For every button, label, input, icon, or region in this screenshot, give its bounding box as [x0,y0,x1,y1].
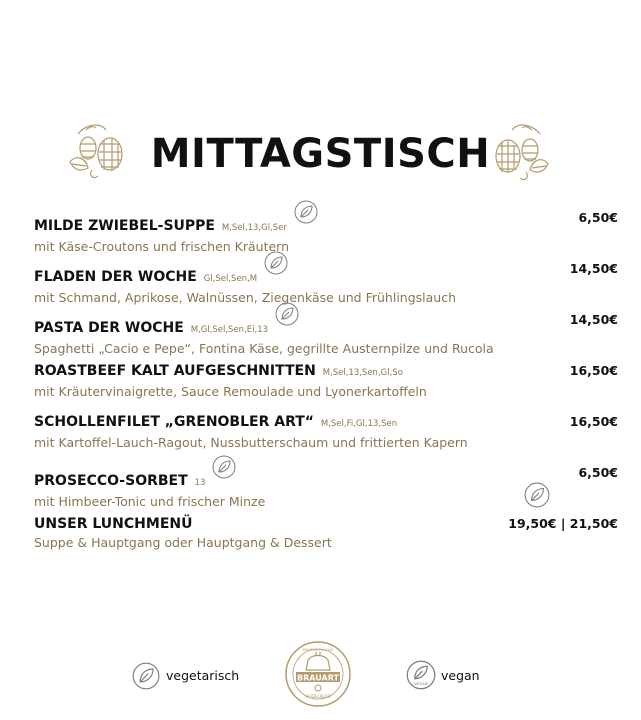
menu-item-name: MILDE ZWIEBEL-SUPPE [34,218,215,234]
brauart-logo [284,640,352,708]
legend-vegan-label: vegan [441,668,480,683]
menu-item-description: Suppe & Hauptgang oder Hauptgang & Dessert [34,535,332,550]
vegetarian-icon [524,482,550,508]
logo-name: BRAUART [297,673,339,683]
menu-item-name: UNSER LUNCHMENÜ [34,516,193,532]
menu-item-price: 14,50€ [569,261,618,276]
menu-item-description: Spaghetti „Cacio e Pepe“, Fontina Käse, gegrillte Austernpilze und Rucola [34,341,494,356]
menu-item-price: 16,50€ [569,414,618,429]
menu-item [34,310,618,361]
logo-bottom-text: HEIDELBERG [305,694,331,699]
menu-item [34,208,618,259]
page-title: MITTAGSTISCH [150,131,491,177]
menu-item-price: 6,50€ [578,465,618,480]
legend-vegetarian-label: vegetarisch [166,668,240,683]
vegetarian-icon [264,251,288,275]
menu-item [34,514,618,565]
menu-item-price: 14,50€ [569,312,618,327]
menu-item-price: 6,50€ [578,210,618,225]
menu-item-description: mit Kräutervinaigrette, Sauce Remoulade und Lyonerkartoffeln [34,384,427,399]
menu-item-allergens: Gl,Sel,Sen,M [203,274,258,284]
vegetarian-icon [275,302,299,326]
menu-item-allergens: M,Gl,Sel,Sen,Ei,13 [190,325,269,335]
menu-item-allergens: M,Sel,13,Sen,Gl,So [322,368,403,378]
menu-item-name: ROASTBEEF KALT AUFGESCHNITTEN [34,363,316,379]
menu-item-description: mit Himbeer-Tonic und frischer Minze [34,494,266,509]
logo-top-text: MADE WITH LOVE [302,648,334,652]
legend-vegetarian-icon [132,662,160,690]
menu-item-name: PASTA DER WOCHE [34,320,184,336]
menu-item-allergens: M,Sel,13,Gl,Ser [221,223,287,233]
legend-vegan-icon [406,660,436,690]
vegetarian-icon [212,455,236,479]
vegetarian-icon [294,200,318,224]
menu-item-description: mit Kartoffel-Lauch-Ragout, Nussbutterschaum und frittierten Kapern [34,435,468,450]
menu-item-price: 19,50€ | 21,50€ [508,516,618,531]
menu-item-name: SCHOLLENFILET „GRENOBLER ART“ [34,414,314,430]
vegan-icon-text: VEGAN [414,682,428,686]
menu-item-price: 16,50€ [569,363,618,378]
menu-item [34,361,618,412]
menu-item-name: FLADEN DER WOCHE [34,269,197,285]
menu-item [34,412,618,463]
menu-item-description: mit Käse-Croutons und frischen Kräutern [34,239,290,254]
menu-item-name: PROSECCO-SORBET [34,473,188,489]
menu-list [34,208,618,565]
menu-item-description: mit Schmand, Aprikose, Walnüssen, Ziegenkäse und Frühlingslauch [34,290,457,305]
menu-item [34,259,618,310]
menu-item-allergens: M,Sel,Fi,Gl,13,Sen [320,419,398,429]
menu-item-allergens: 13 [194,478,206,488]
